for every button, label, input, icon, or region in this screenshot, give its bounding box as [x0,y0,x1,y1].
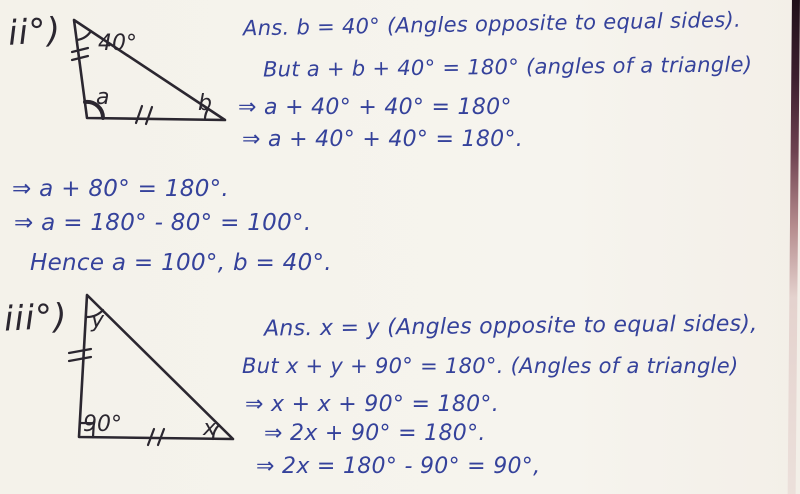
triangle-iii-figure [55,283,265,493]
solution-line-iii-4: ⇒ 2x + 90° = 180°. [264,421,486,446]
solution-line-iii-2: But x + y + 90° = 180°. (Angles of a triangle) [242,354,739,378]
solution-line-iii-1: Ans. x = y (Angles opposite to equal sides), [263,311,758,342]
triangle-ii-angle-a-label: a [96,85,110,110]
scan-edge-artifact [787,0,800,494]
triangle-iii-angle-90-label: 90° [83,412,122,437]
problem-ii-label: ii°) [6,10,63,54]
triangle-ii-angle-b-label: b [198,91,212,116]
triangle-ii-bottom-side-ticks [136,106,152,124]
solution-line-ii-1: Ans. b = 40° (Angles opposite to equal sides). [242,7,742,41]
triangle-iii-angle-x-label: x [203,416,217,441]
solution-line-ii-6: ⇒ a = 180° - 80° = 100°. [14,210,312,236]
triangle-ii-apex-arc [77,31,91,40]
triangle-ii-left-side-ticks [72,48,88,60]
solution-line-ii-5: ⇒ a + 80° = 180°. [12,176,230,202]
solution-line-ii-2: But a + b + 40° = 180° (angles of a triangle) [262,52,753,82]
triangle-iii-left-side-ticks [69,349,91,361]
problem-iii-label: iii°) [2,296,69,340]
triangle-ii-figure [52,2,262,142]
triangle-iii-angle-y-label: y [91,308,105,333]
solution-line-ii-7: Hence a = 100°, b = 40°. [30,250,332,276]
solution-line-ii-4: ⇒ a + 40° + 40° = 180°. [242,127,524,152]
solution-line-ii-3: ⇒ a + 40° + 40° = 180° [238,95,512,120]
triangle-ii-apex-angle-label: 40° [98,31,137,56]
solution-line-iii-3: ⇒ x + x + 90° = 180°. [245,392,500,417]
solution-line-iii-5: ⇒ 2x = 180° - 90° = 90°, [256,454,541,479]
